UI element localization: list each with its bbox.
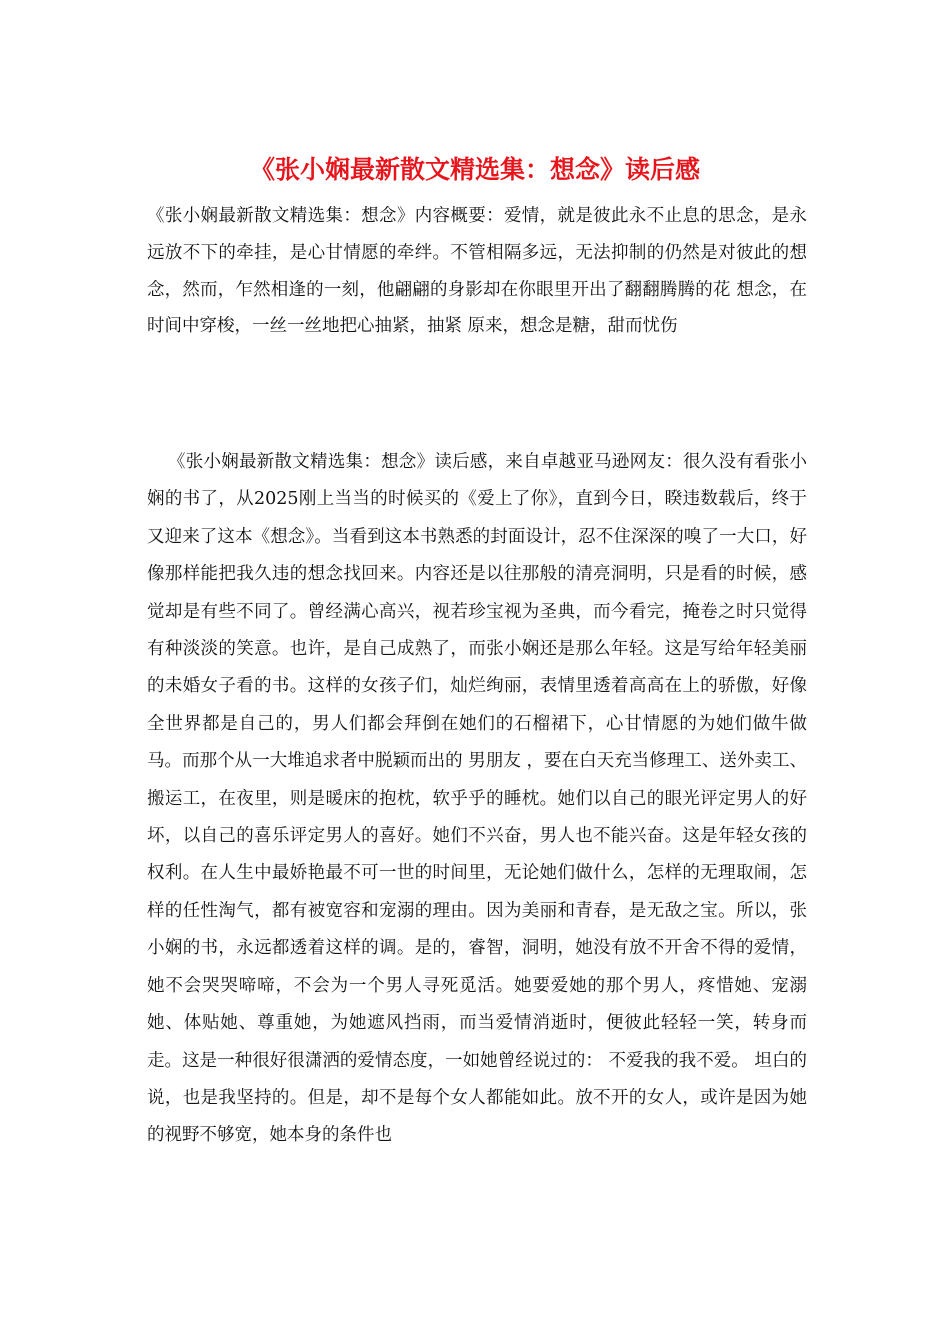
summary-paragraph: 《张小娴最新散文精选集：想念》内容概要：爱情，就是彼此永不止息的思念，是永远放不下的牵挂，是心甘情愿的牵绊。不管相隔多远，无法抑制的仍然是对彼此的想念，然而，乍然相逢的一刻，他翩翩的身影却在你眼里开出了翻翻腾腾的花 想念，在时间中穿梭，一丝一丝地把心抽紧，抽紧 原来，想念是糖，甜而忧伤 bbox=[147, 206, 807, 337]
document-title: 《张小娴最新散文精选集：想念》读后感 bbox=[249, 155, 700, 184]
review-paragraph: 《张小娴最新散文精选集：想念》读后感，来自卓越亚马逊网友：很久没有看张小娴的书了，从2025刚上当当的时候买的《爱上了你》，直到今日，睽违数载后，终于又迎来了这本《想念》。当看到这本书熟悉的封面设计，忍不住深深的嗅了一大口，好像那样能把我久违的想念找回来。内容还是以往那般的清亮洞明，只是看的时候，感觉却是有些不同了。曾经满心高兴，视若珍宝视为圣典，而今看完，掩卷之时只觉得有种淡淡的笑意。也许，是自己成熟了，而张小娴还是那么年轻。这是写给年轻美丽的未婚女子看的书。这样的女孩子们，灿烂绚丽，表情里透着高高在上的骄傲，好像全世界都是自己的，男人们都会拜倒在她们的石榴裙下，心甘情愿的为她们做牛做马。而那个从一大堆追求者中脱颖而出的 男朋友 ，要在白天充当修理工、送外卖工、搬运工，在夜里，则是暖床的抱枕，软乎乎的睡枕。她们以自己的眼光评定男人的好坏，以自己的喜乐评定男人的喜好。她们不兴奋，男人也不能兴奋。这是年轻女孩的权利。在人生中最娇艳最不可一世的时间里，无论她们做什么，怎样的无理取闹，怎样的任性淘气，都有被宽容和宠溺的理由。因为美丽和青春，是无敌之宝。所以，张小娴的书，永远都透着这样的调。是的，睿智，洞明，她没有放不开舍不得的爱情，她不会哭哭啼啼，不会为一个男人寻死觅活。她要爱她的那个男人，疼惜她、宠溺她、体贴她、尊重她，为她遮风挡雨，而当爱情消逝时，便彼此轻轻一笑，转身而走。这是一种很好很潇洒的爱情态度，一如她曾经说过的： 不爱我的我不爱。 坦白的说，也是我坚持的。但是，却不是每个女人都能如此。放不开的女人，或许是因为她的视野不够宽，她本身的条件也 bbox=[147, 452, 807, 1146]
